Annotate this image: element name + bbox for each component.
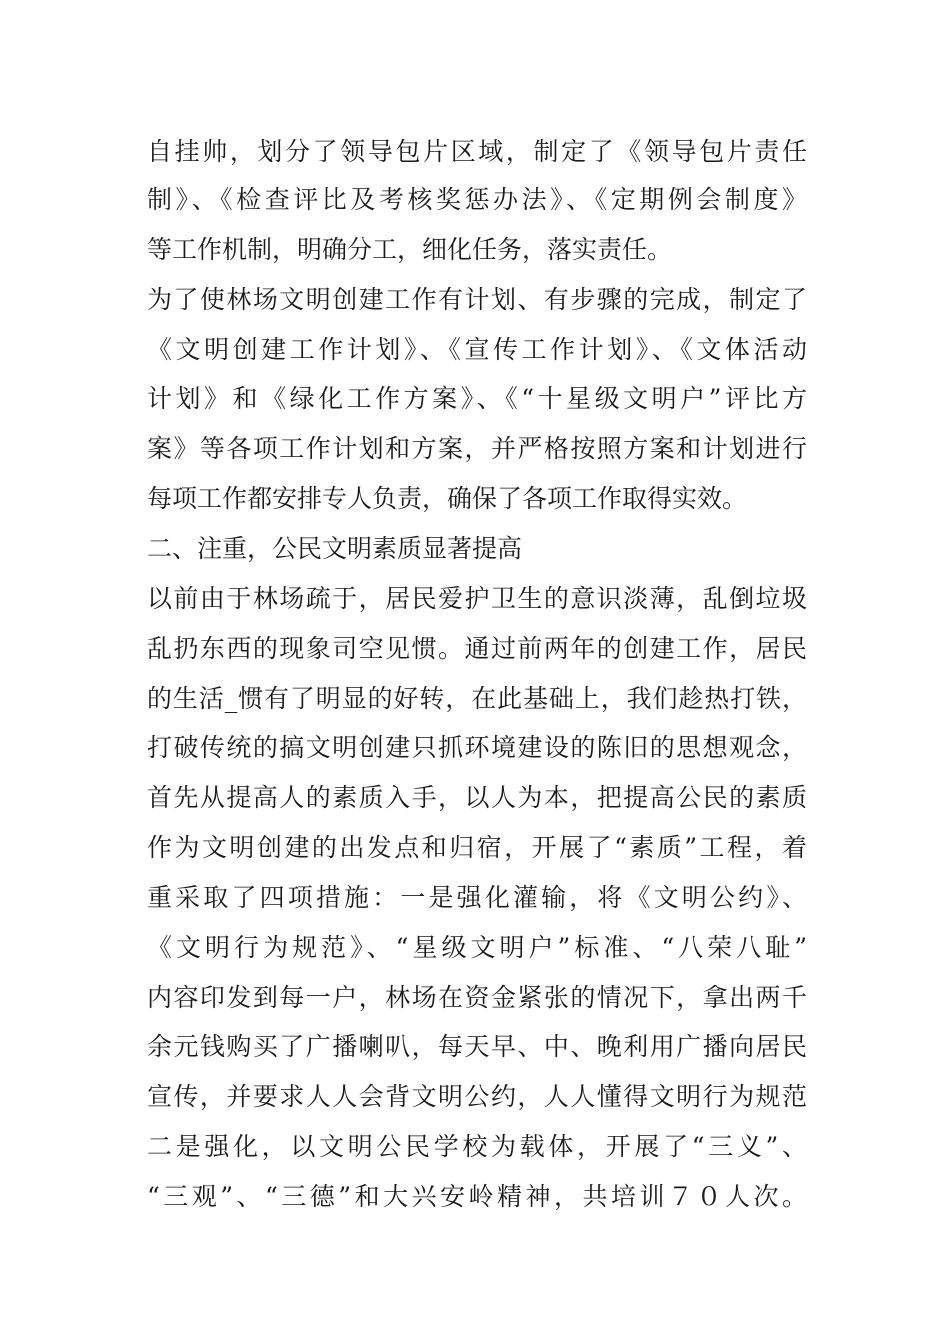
text-line-11: 乱扔东西的现象司空见惯。通过前两年的创建工作，居民 — [147, 634, 807, 663]
section-heading: 二、注重，公民文明素质显著提高 — [147, 534, 523, 563]
text-line-1: 自挂帅，划分了领导包片区域，制定了《领导包片责任 — [147, 137, 807, 166]
text-line-10: 以前由于林场疏于，居民爱护卫生的意识淡薄，乱倒垃圾 — [147, 584, 807, 613]
text-line-3: 等工作机制，明确分工，细化任务，落实责任。 — [147, 235, 673, 264]
text-line-4: 为了使林场文明创建工作有计划、有步骤的完成，制定了 — [147, 285, 807, 314]
text-line-13: 打破传统的搞文明创建只抓环境建设的陈旧的思想观念， — [147, 733, 807, 762]
text-line-8: 每项工作都安排专人负责，确保了各项工作取得实效。 — [147, 484, 748, 513]
text-line-22: “三观”、“三德”和大兴安岭精神，共培训７０人次。 — [147, 1182, 807, 1211]
text-line-5: 《文明创建工作计划》、《宣传工作计划》、《文体活动 — [147, 335, 807, 364]
text-line-15: 作为文明创建的出发点和归宿，开展了“素质”工程，着 — [147, 833, 807, 862]
text-line-19: 余元钱购买了广播喇叭，每天早、中、晚利用广播向居民 — [147, 1032, 807, 1061]
text-line-16: 重采取了四项措施：一是强化灌输，将《文明公约》、 — [147, 883, 807, 912]
text-line-12: 的生活_惯有了明显的好转，在此基础上，我们趁热打铁， — [147, 684, 807, 713]
text-line-20: 宣传，并要求人人会背文明公约，人人懂得文明行为规范 — [147, 1082, 807, 1111]
text-line-6: 计划》和《绿化工作方案》、《“十星级文明户”评比方 — [147, 384, 807, 413]
text-line-17: 《文明行为规范》、“星级文明户”标准、“八荣八耻” — [147, 933, 807, 962]
text-line-21: 二是强化，以文明公民学校为载体，开展了“三义”、 — [147, 1132, 807, 1161]
text-line-14: 首先从提高人的素质入手，以人为本，把提高公民的素质 — [147, 783, 807, 812]
text-line-18: 内容印发到每一户，林场在资金紧张的情况下，拿出两千 — [147, 983, 807, 1012]
text-line-2: 制》、《检查评比及考核奖惩办法》、《定期例会制度》 — [147, 185, 807, 214]
text-line-7: 案》等各项工作计划和方案，并严格按照方案和计划进行 — [147, 434, 807, 463]
